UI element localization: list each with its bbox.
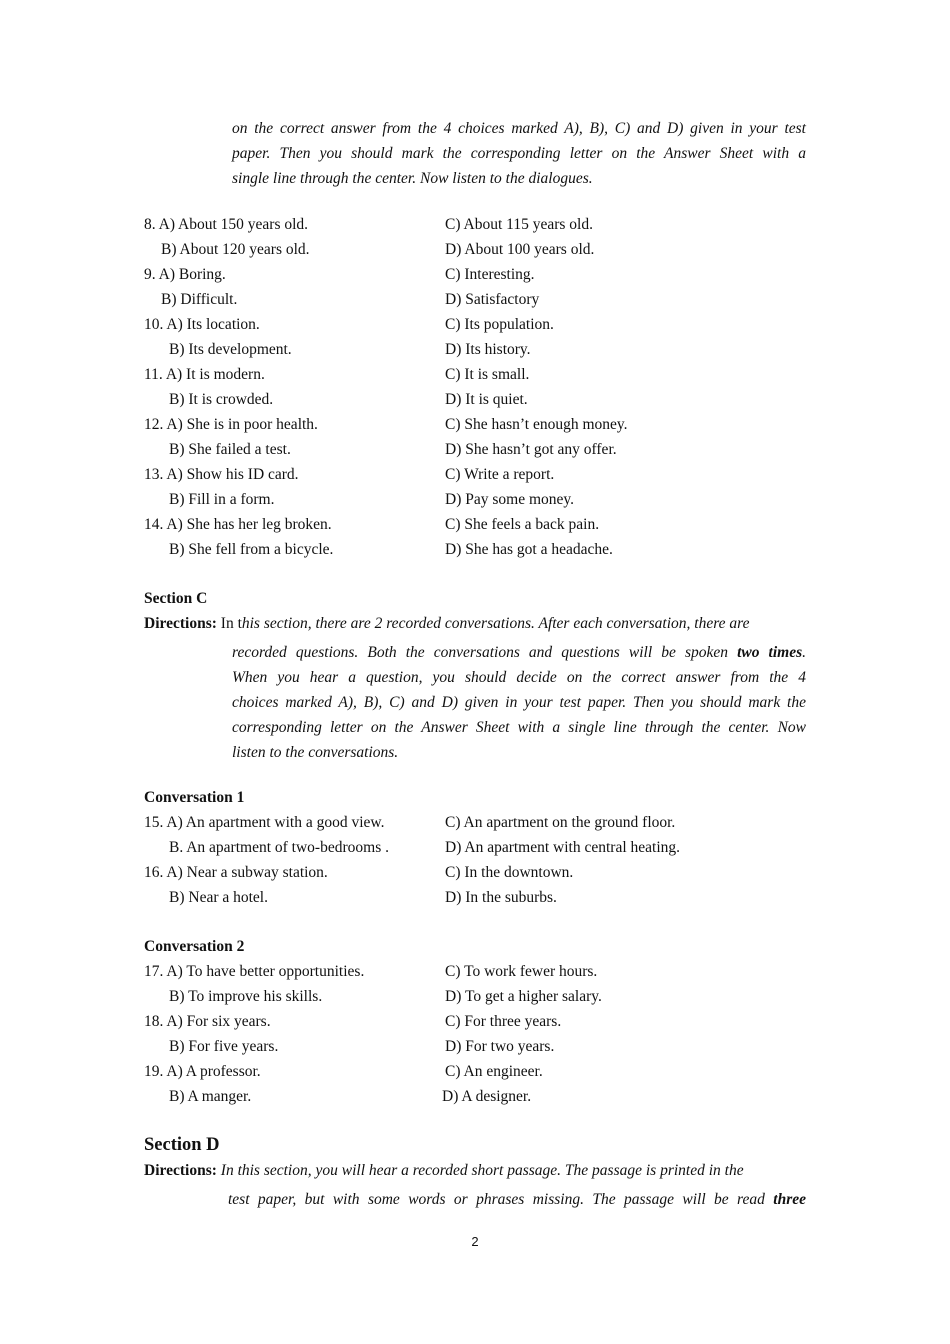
q10-option-d: D) Its history. bbox=[445, 341, 531, 358]
q8-option-c: C) About 115 years old. bbox=[445, 216, 593, 233]
q16-option-c: C) In the downtown. bbox=[445, 864, 574, 881]
q11-option-b: B) It is crowded. bbox=[169, 391, 274, 408]
q13-option-c: C) Write a report. bbox=[445, 466, 555, 483]
section-c-directions-body bbox=[232, 640, 806, 765]
q16-option-d: D) In the suburbs. bbox=[445, 889, 557, 906]
q9-option-a: 9. A) Boring. bbox=[144, 266, 226, 283]
section-d-title: Section D bbox=[144, 1135, 220, 1155]
q14-option-b: B) She fell from a bicycle. bbox=[169, 541, 334, 558]
q12-option-d: D) She hasn’t got any offer. bbox=[445, 441, 617, 458]
q14-option-a: 14. A) She has her leg broken. bbox=[144, 516, 332, 533]
top-directions-line-2: paper. Then you should mark the corresponding letter on the Answer Sheet with a bbox=[232, 145, 806, 162]
q11-option-a: 11. A) It is modern. bbox=[144, 366, 265, 383]
conversation-1-title: Conversation 1 bbox=[144, 789, 245, 806]
q15-option-b: B. An apartment of two-bedrooms . bbox=[169, 839, 389, 856]
q9-option-d: D) Satisfactory bbox=[445, 291, 540, 308]
section-c-directions-line-3: When you hear a question, you should decide on the correct answer from the 4 bbox=[232, 669, 806, 686]
q10-option-b: B) Its development. bbox=[169, 341, 292, 358]
section-c-directions-label: Directions: bbox=[144, 615, 217, 632]
q15-option-d: D) An apartment with central heating. bbox=[445, 839, 681, 856]
q18-option-a: 18. A) For six years. bbox=[144, 1013, 271, 1030]
q19-option-b: B) A manger. bbox=[169, 1088, 252, 1105]
section-c-directions-line1-rest: his section, there are 2 recorded conversations. After each conversation, there are bbox=[241, 615, 750, 632]
section-c-directions-line-4: choices marked A), B), C) and D) given in your test paper. Then you should mark the bbox=[232, 694, 806, 711]
q19-option-a: 19. A) A professor. bbox=[144, 1063, 261, 1080]
section-d-directions-line-2 bbox=[228, 1187, 806, 1212]
q18-option-c: C) For three years. bbox=[445, 1013, 562, 1030]
section-c-directions-line-6: listen to the conversations. bbox=[232, 744, 399, 761]
conversation-2-title: Conversation 2 bbox=[144, 938, 245, 955]
q10-option-c: C) Its population. bbox=[445, 316, 554, 333]
q17-option-a: 17. A) To have better opportunities. bbox=[144, 963, 365, 980]
top-directions-line-1: on the correct answer from the 4 choices marked A), B), C) and D) given in your test bbox=[232, 120, 806, 137]
section-c-line2-post: . bbox=[802, 644, 806, 661]
q18-option-b: B) For five years. bbox=[169, 1038, 279, 1055]
q8-option-d: D) About 100 years old. bbox=[445, 241, 595, 258]
q11-option-d: D) It is quiet. bbox=[445, 391, 528, 408]
section-d-line2-pre: test paper, but with some words or phrases missing. The passage will be read bbox=[228, 1191, 774, 1208]
section-c-directions-line-1 bbox=[144, 615, 816, 633]
q19-option-d: D) A designer. bbox=[442, 1088, 532, 1105]
q19-option-c: C) An engineer. bbox=[445, 1063, 543, 1080]
top-directions-line-3: single line through the center. Now listen to the dialogues. bbox=[232, 170, 593, 187]
q14-option-c: C) She feels a back pain. bbox=[445, 516, 600, 533]
q12-option-b: B) She failed a test. bbox=[169, 441, 291, 458]
section-d-directions-label: Directions: bbox=[144, 1162, 217, 1179]
section-c-directions-line-2 bbox=[232, 640, 806, 665]
top-directions bbox=[232, 116, 806, 191]
q13-option-b: B) Fill in a form. bbox=[169, 491, 275, 508]
q12-option-c: C) She hasn’t enough money. bbox=[445, 416, 628, 433]
q8-option-a: 8. A) About 150 years old. bbox=[144, 216, 309, 233]
q11-option-c: C) It is small. bbox=[445, 366, 530, 383]
q16-option-b: B) Near a hotel. bbox=[169, 889, 268, 906]
section-c-directions-lead: In t bbox=[220, 615, 242, 632]
section-c-title: Section C bbox=[144, 590, 208, 607]
q17-option-b: B) To improve his skills. bbox=[169, 988, 323, 1005]
section-d-directions-body bbox=[228, 1187, 806, 1212]
section-c-directions-line-5: corresponding letter on the Answer Sheet with a single line through the center. Now bbox=[232, 719, 806, 736]
q16-option-a: 16. A) Near a subway station. bbox=[144, 864, 328, 881]
q17-option-c: C) To work fewer hours. bbox=[445, 963, 598, 980]
section-d-line2-bold: three bbox=[773, 1191, 806, 1208]
section-c-line2-bold: two times bbox=[737, 644, 803, 661]
q8-option-b: B) About 120 years old. bbox=[161, 241, 310, 258]
q17-option-d: D) To get a higher salary. bbox=[445, 988, 602, 1005]
q15-option-c: C) An apartment on the ground floor. bbox=[445, 814, 676, 831]
q10-option-a: 10. A) Its location. bbox=[144, 316, 260, 333]
section-d-directions-line-1 bbox=[144, 1162, 806, 1180]
section-c-line2-pre: recorded questions. Both the conversations and questions will be spoken bbox=[232, 644, 738, 661]
q14-option-d: D) She has got a headache. bbox=[445, 541, 613, 558]
q18-option-d: D) For two years. bbox=[445, 1038, 555, 1055]
section-d-line1: In this section, you will hear a recorded short passage. The passage is printed in the bbox=[220, 1162, 744, 1179]
q9-option-c: C) Interesting. bbox=[445, 266, 535, 283]
q9-option-b: B) Difficult. bbox=[161, 291, 238, 308]
q13-option-a: 13. A) Show his ID card. bbox=[144, 466, 299, 483]
q15-option-a: 15. A) An apartment with a good view. bbox=[144, 814, 385, 831]
page-number: 2 bbox=[471, 1234, 479, 1249]
q13-option-d: D) Pay some money. bbox=[445, 491, 575, 508]
q12-option-a: 12. A) She is in poor health. bbox=[144, 416, 318, 433]
